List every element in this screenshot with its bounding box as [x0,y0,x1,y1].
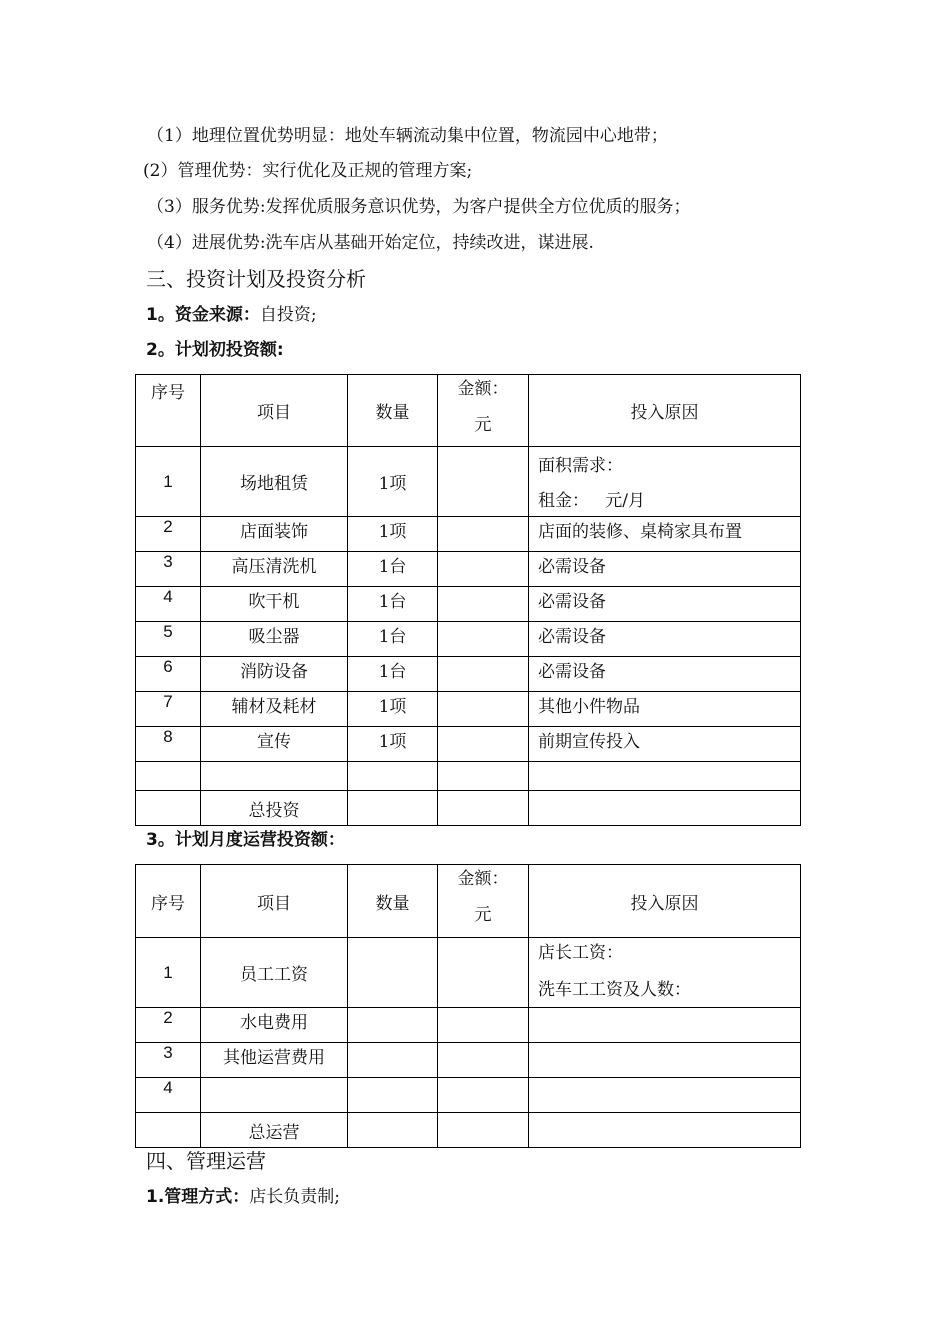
row-item [201,1078,348,1113]
table-row [136,1008,801,1043]
row-qty: 1台 [348,587,438,622]
row-qty: 1项 [348,447,438,517]
header-amount-line2: 元 [474,415,492,435]
table-row [136,587,801,622]
management-method-label: 1.管理方式： [146,1187,250,1207]
row-amount [438,1043,529,1078]
row-reason: 必需设备 [529,552,801,587]
header-reason: 投入原因 [529,865,801,938]
row-reason [529,1113,801,1148]
advantage-progress: （4）进展优势:洗车店从基础开始定位，持续改进，谋进展. [147,233,594,253]
row-reason-line1: 店长工资： [538,943,623,963]
row-no: 1 [136,938,201,1008]
table-row [136,1078,801,1113]
total-row [136,1113,801,1148]
row-reason: 必需设备 [529,587,801,622]
row-qty: 1台 [348,552,438,587]
row-qty: 1项 [348,692,438,727]
advantage-service: （3）服务优势:发挥优质服务意识优势，为客户提供全方位优质的服务； [147,197,691,217]
header-qty: 数量 [348,865,438,938]
total-operation-label: 总运营 [201,1113,348,1148]
row-reason [529,762,801,791]
header-item: 项目 [201,375,348,447]
row-reason [529,1078,801,1113]
row-reason [529,1043,801,1078]
row-amount [438,622,529,657]
row-qty [348,1113,438,1148]
row-reason: 必需设备 [529,622,801,657]
row-no: 2 [136,517,201,552]
table-row [136,517,801,552]
initial-investment-label-text: 2。计划初投资额: [146,340,284,360]
row-qty [348,938,438,1008]
row-item [201,762,348,791]
row-reason [529,791,801,826]
row-no: 4 [136,1078,201,1113]
row-reason: 必需设备 [529,657,801,692]
row-no: 2 [136,1008,201,1043]
row-reason-line1: 面积需求： [538,456,623,476]
table-row [136,938,801,1008]
row-no [136,1113,201,1148]
row-reason [529,938,801,1008]
row-qty [348,791,438,826]
row-item: 水电费用 [201,1008,348,1043]
header-item: 项目 [201,865,348,938]
row-amount [438,727,529,762]
table-row [136,622,801,657]
table-row [136,692,801,727]
row-no [136,762,201,791]
row-qty [348,762,438,791]
row-no: 5 [136,622,201,657]
row-qty [348,1008,438,1043]
row-reason: 店面的装修、桌椅家具布置 [529,517,801,552]
row-amount [438,762,529,791]
row-amount [438,692,529,727]
row-amount [438,552,529,587]
row-item: 吹干机 [201,587,348,622]
row-amount [438,1008,529,1043]
row-amount [438,587,529,622]
row-item: 店面装饰 [201,517,348,552]
row-reason [529,447,801,517]
row-no: 7 [136,692,201,727]
row-item: 消防设备 [201,657,348,692]
initial-investment-label [146,339,284,361]
row-item: 宣传 [201,727,348,762]
row-reason-line2: 洗车工工资及人数： [538,980,691,1000]
table-row [136,552,801,587]
row-item: 其他运营费用 [201,1043,348,1078]
row-qty: 1台 [348,657,438,692]
total-investment-label: 总投资 [201,791,348,826]
table-row [136,762,801,791]
funding-source [146,304,317,326]
management-method [146,1186,340,1208]
row-reason-line2: 租金： 元/月 [538,491,645,511]
row-amount [438,791,529,826]
section3-heading: 三、投资计划及投资分析 [146,267,366,291]
monthly-operation-table [135,864,801,1148]
section4-heading: 四、管理运营 [146,1149,266,1173]
row-amount [438,517,529,552]
header-amount-line1: 金额： [457,379,509,399]
row-qty [348,1043,438,1078]
funding-source-label: 1。资金来源： [146,305,260,325]
row-amount [438,447,529,517]
management-method-text: 店长负责制; [249,1187,341,1207]
row-qty [348,1078,438,1113]
table-row [136,657,801,692]
row-reason [529,1008,801,1043]
row-reason: 其他小件物品 [529,692,801,727]
header-qty: 数量 [348,375,438,447]
row-no: 4 [136,587,201,622]
row-item: 辅材及耗材 [201,692,348,727]
row-amount [438,657,529,692]
row-no: 8 [136,727,201,762]
advantage-location: （1）地理位置优势明显：地处车辆流动集中位置，物流园中心地带； [147,126,668,146]
table-header-row [136,375,801,447]
monthly-investment-label [146,829,345,851]
header-amount-line1: 金额： [457,869,509,889]
monthly-investment-label-text: 3。计划月度运营投资额： [146,830,345,850]
row-qty: 1台 [348,622,438,657]
row-amount [438,938,529,1008]
row-reason: 前期宣传投入 [529,727,801,762]
row-no: 1 [136,447,201,517]
row-amount [438,1113,529,1148]
row-no: 3 [136,1043,201,1078]
row-qty: 1项 [348,727,438,762]
row-item: 吸尘器 [201,622,348,657]
table-row [136,727,801,762]
row-no: 3 [136,552,201,587]
row-no [136,791,201,826]
header-amount [438,865,529,938]
table-header-row [136,865,801,938]
total-row [136,791,801,826]
table-row [136,447,801,517]
header-amount-line2: 元 [474,905,492,925]
advantage-management: (2）管理优势：实行优化及正规的管理方案; [143,161,473,181]
header-no: 序号 [136,865,201,938]
row-amount [438,1078,529,1113]
header-no: 序号 [136,375,201,447]
row-item: 高压清洗机 [201,552,348,587]
table-row [136,1043,801,1078]
header-reason: 投入原因 [529,375,801,447]
row-item: 场地租赁 [201,447,348,517]
row-qty: 1项 [348,517,438,552]
initial-investment-table [135,374,801,826]
funding-source-text: 自投资; [259,305,317,325]
row-item: 员工工资 [201,938,348,1008]
row-no: 6 [136,657,201,692]
header-amount [438,375,529,447]
